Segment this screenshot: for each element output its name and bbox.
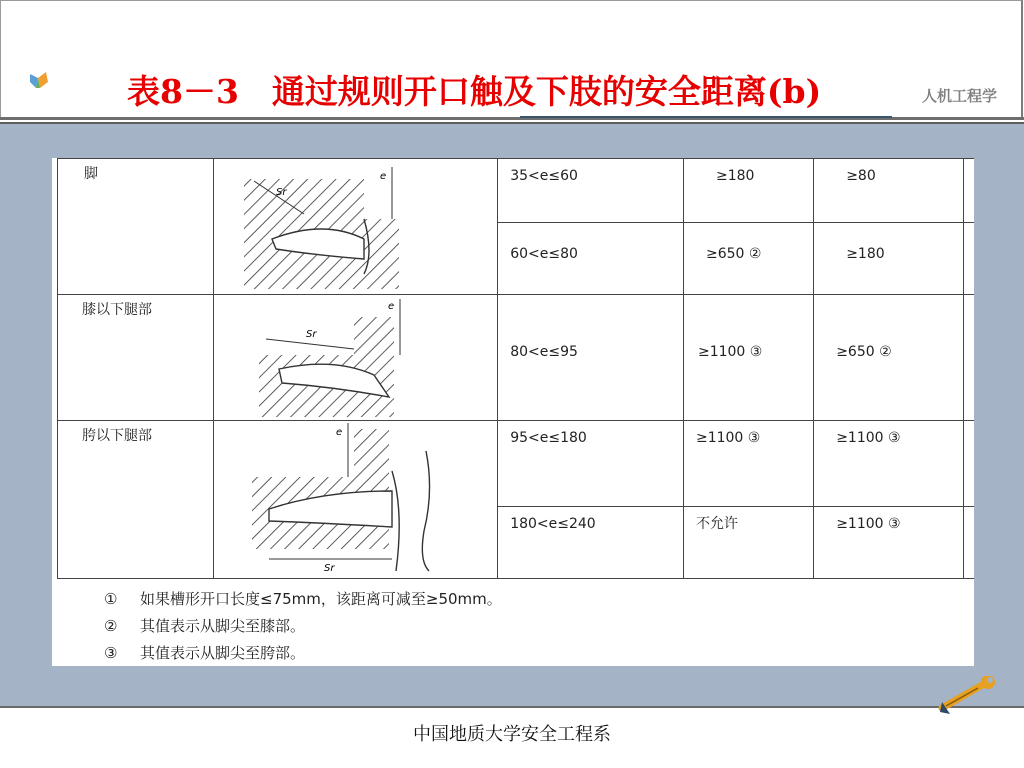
- hip-diagram: [214, 421, 497, 577]
- footnote-number: ②: [104, 617, 118, 635]
- edge-cell: [964, 507, 974, 579]
- distance-value: ≥1100 ③: [697, 344, 763, 360]
- knee-diagram: [214, 295, 497, 419]
- distance-value: ≥1100 ③: [695, 430, 761, 446]
- limit-value: 180<e≤240: [510, 516, 596, 532]
- e-label: e: [380, 171, 387, 182]
- value-cell: [683, 295, 813, 421]
- logo-icon: [28, 68, 50, 90]
- e-label: e: [336, 427, 343, 438]
- limit-cell: [498, 421, 684, 507]
- diagram-cell: [214, 159, 498, 295]
- value-cell: [814, 159, 964, 223]
- e-label: e: [388, 301, 395, 312]
- distance-value: ≥180: [846, 246, 885, 262]
- edge-cell: [964, 223, 974, 295]
- value-cell: [683, 223, 813, 295]
- limit-value: 95<e≤180: [510, 430, 587, 446]
- footnote-text: 其值表示从脚尖至膝部。: [140, 617, 306, 635]
- body-part-label: 脚: [84, 166, 98, 182]
- value-cell: [683, 507, 813, 579]
- value-cell: [814, 295, 964, 421]
- table-footnotes: [104, 586, 502, 667]
- value-cell: [814, 507, 964, 579]
- value-cell: [683, 159, 813, 223]
- footnote: [104, 586, 502, 613]
- footnote-number: ①: [104, 590, 118, 608]
- edge-cell: [964, 159, 974, 223]
- distance-value: ≥1100 ③: [836, 516, 901, 532]
- wrench-icon: [938, 676, 1000, 716]
- limit-cell: [498, 295, 684, 421]
- table-image: [52, 158, 974, 666]
- table-row: [58, 295, 975, 421]
- limit-value: 35<e≤60: [510, 168, 578, 184]
- course-subtitle: 人机工程学: [922, 87, 998, 105]
- distance-value: ≥180: [715, 168, 755, 184]
- title-rule-highlight: [520, 116, 892, 118]
- value-cell: [814, 223, 964, 295]
- edge-cell: [964, 421, 974, 507]
- footer-institution: 中国地质大学安全工程系: [413, 724, 611, 745]
- limit-value: 60<e≤80: [510, 246, 578, 262]
- limit-cell: [498, 159, 684, 223]
- footnote-text: 其值表示从脚尖至胯部。: [140, 644, 306, 662]
- limit-value: 80<e≤95: [510, 344, 578, 360]
- limit-cell: [498, 223, 684, 295]
- sr-label: Sr: [276, 187, 287, 198]
- value-cell: [683, 421, 813, 507]
- slide-header: [0, 0, 1024, 120]
- footnote-text: 如果槽形开口长度≤75mm，该距离可减至≥50mm。: [140, 590, 502, 608]
- sr-label: Sr: [324, 563, 335, 574]
- edge-cell: [964, 295, 974, 421]
- table-row: [58, 159, 975, 223]
- distance-value: ≥650 ②: [836, 344, 892, 360]
- limit-cell: [498, 507, 684, 579]
- distance-value: ≥80: [846, 168, 876, 184]
- sr-label: Sr: [306, 329, 317, 340]
- value-cell: [814, 421, 964, 507]
- footnote: [104, 613, 502, 640]
- body-part-cell: [58, 421, 214, 579]
- diagram-cell: [214, 295, 498, 421]
- footnote-number: ③: [104, 644, 118, 662]
- distance-value: ≥1100 ③: [836, 430, 901, 446]
- distance-value: 不允许: [695, 516, 738, 532]
- slide-title: 表8－3 通过规则开口触及下肢的安全距离(b): [127, 72, 822, 111]
- body-part-label: 胯以下腿部: [82, 428, 152, 444]
- footnote: [104, 640, 502, 667]
- body-part-cell: [58, 159, 214, 295]
- safety-distance-table: [57, 158, 974, 579]
- distance-value: ≥650 ②: [705, 246, 762, 262]
- foot-diagram: [214, 159, 497, 294]
- table-row: [58, 421, 975, 507]
- body-part-cell: [58, 295, 214, 421]
- diagram-cell: [214, 421, 498, 579]
- body-part-label: 膝以下腿部: [82, 302, 152, 318]
